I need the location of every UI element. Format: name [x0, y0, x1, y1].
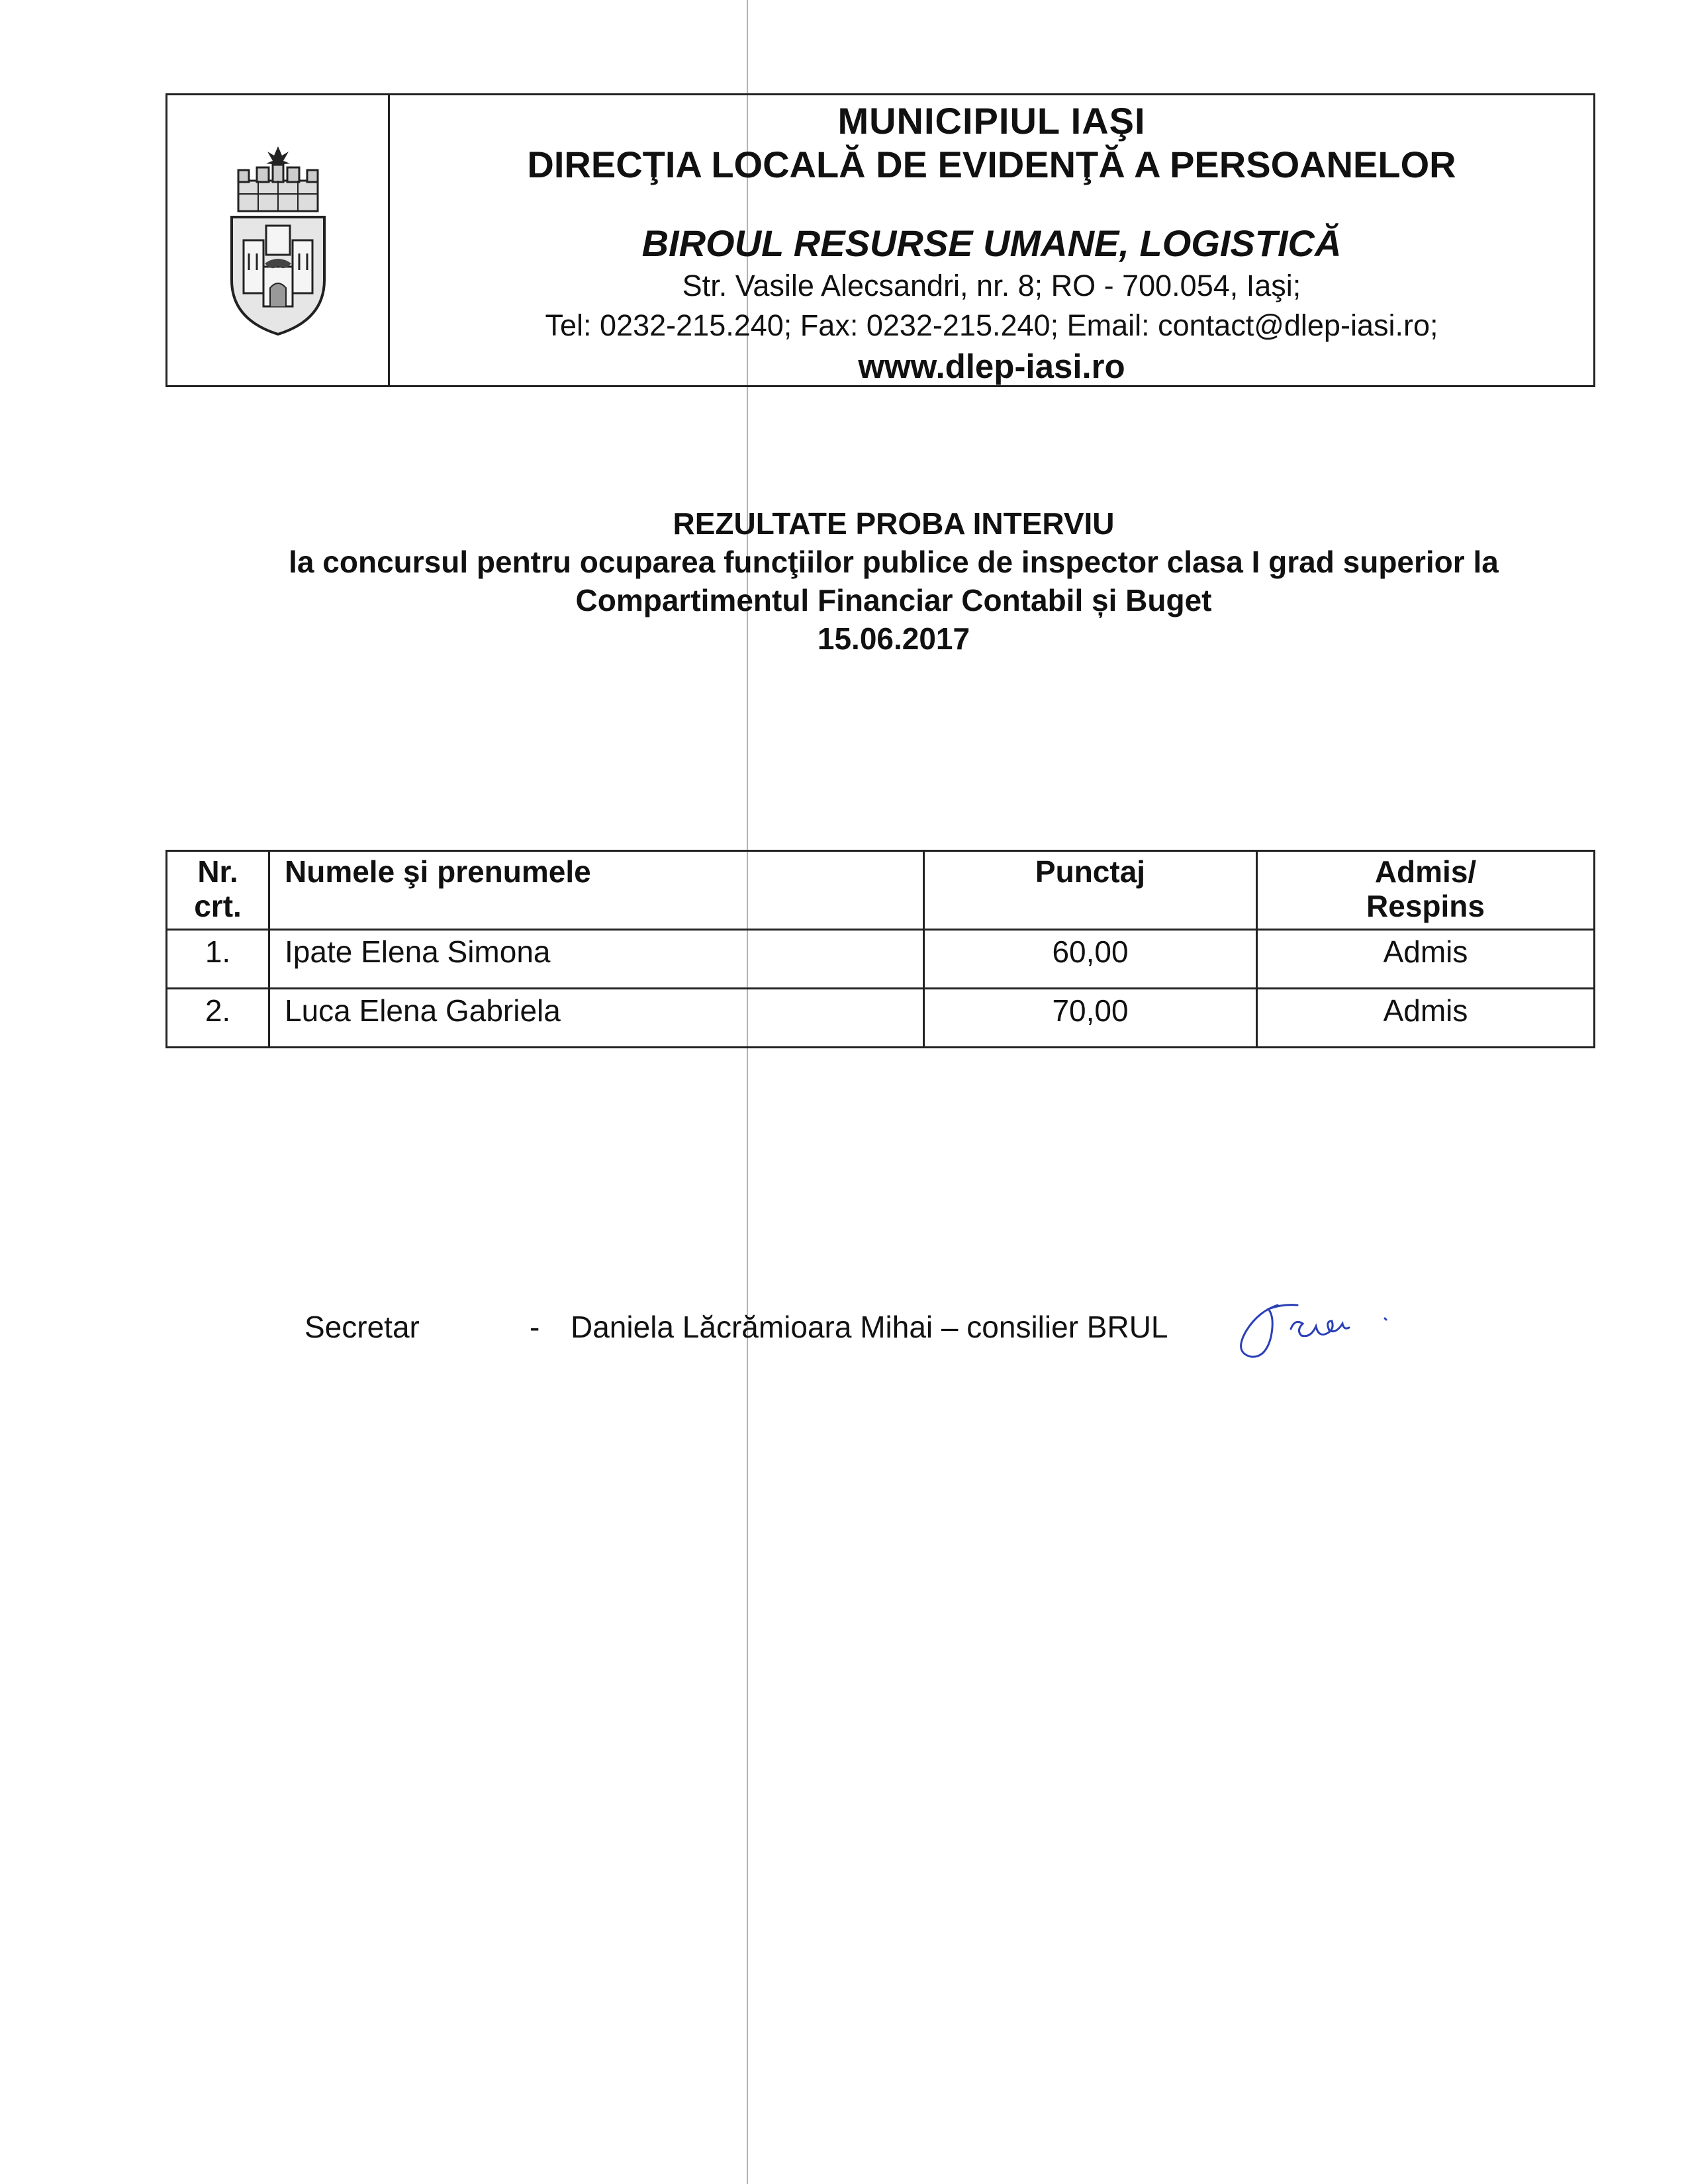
office-name: BIROUL RESURSE UMANE, LOGISTICĂ: [641, 222, 1342, 264]
contact-line: Tel: 0232-215.240; Fax: 0232-215.240; Email: contact@dlep-iasi.ro;: [545, 308, 1438, 342]
municipality-name: MUNICIPIUL IAŞI: [837, 100, 1146, 142]
row-result: Admis: [1257, 989, 1595, 1048]
letterhead: [165, 93, 1595, 387]
table-row: [167, 989, 1595, 1048]
secretary-role: Secretar: [305, 1310, 420, 1344]
crest-cell: [167, 95, 390, 385]
table-header-row: [167, 851, 1595, 930]
header-result: [1257, 851, 1595, 930]
header-result-line1: Admis/: [1374, 854, 1477, 889]
coat-of-arms-icon: [225, 141, 331, 340]
secretary-name: Daniela Lăcrămioara Mihai – consilier BRUL: [571, 1310, 1168, 1344]
header-nr-line2: crt.: [194, 889, 242, 923]
header-nr-line1: Nr.: [197, 854, 238, 889]
letterhead-text: [390, 95, 1593, 385]
row-nr: 2.: [167, 989, 269, 1048]
title-line-2: la concursul pentru ocuparea funcţiilor publice de inspector clasa I grad superior la: [289, 545, 1499, 579]
address-line: Str. Vasile Alecsandri, nr. 8; RO - 700.054, Iaşi;: [682, 269, 1301, 302]
table-row: [167, 930, 1595, 989]
secretary-dash: -: [530, 1310, 540, 1344]
header-name: Numele şi prenumele: [269, 851, 924, 930]
row-score: 70,00: [924, 989, 1257, 1048]
title-line-1: REZULTATE PROBA INTERVIU: [673, 506, 1115, 541]
title-date: 15.06.2017: [817, 621, 970, 656]
website-link[interactable]: www.dlep-iasi.ro: [858, 347, 1125, 385]
handwritten-signature: [1231, 1291, 1403, 1370]
row-name: Ipate Elena Simona: [269, 930, 924, 989]
header-result-line2: Respins: [1366, 889, 1485, 923]
row-name: Luca Elena Gabriela: [269, 989, 924, 1048]
directorate-name: DIRECŢIA LOCALĂ DE EVIDENŢĂ A PERSOANELOR: [527, 144, 1456, 185]
row-nr: 1.: [167, 930, 269, 989]
row-result: Admis: [1257, 930, 1595, 989]
header-nr: [167, 851, 269, 930]
header-score: Punctaj: [924, 851, 1257, 930]
results-table: [165, 850, 1595, 1048]
row-score: 60,00: [924, 930, 1257, 989]
document-title: [132, 504, 1655, 658]
title-line-3: Compartimentul Financiar Contabil și Buget: [575, 583, 1212, 617]
